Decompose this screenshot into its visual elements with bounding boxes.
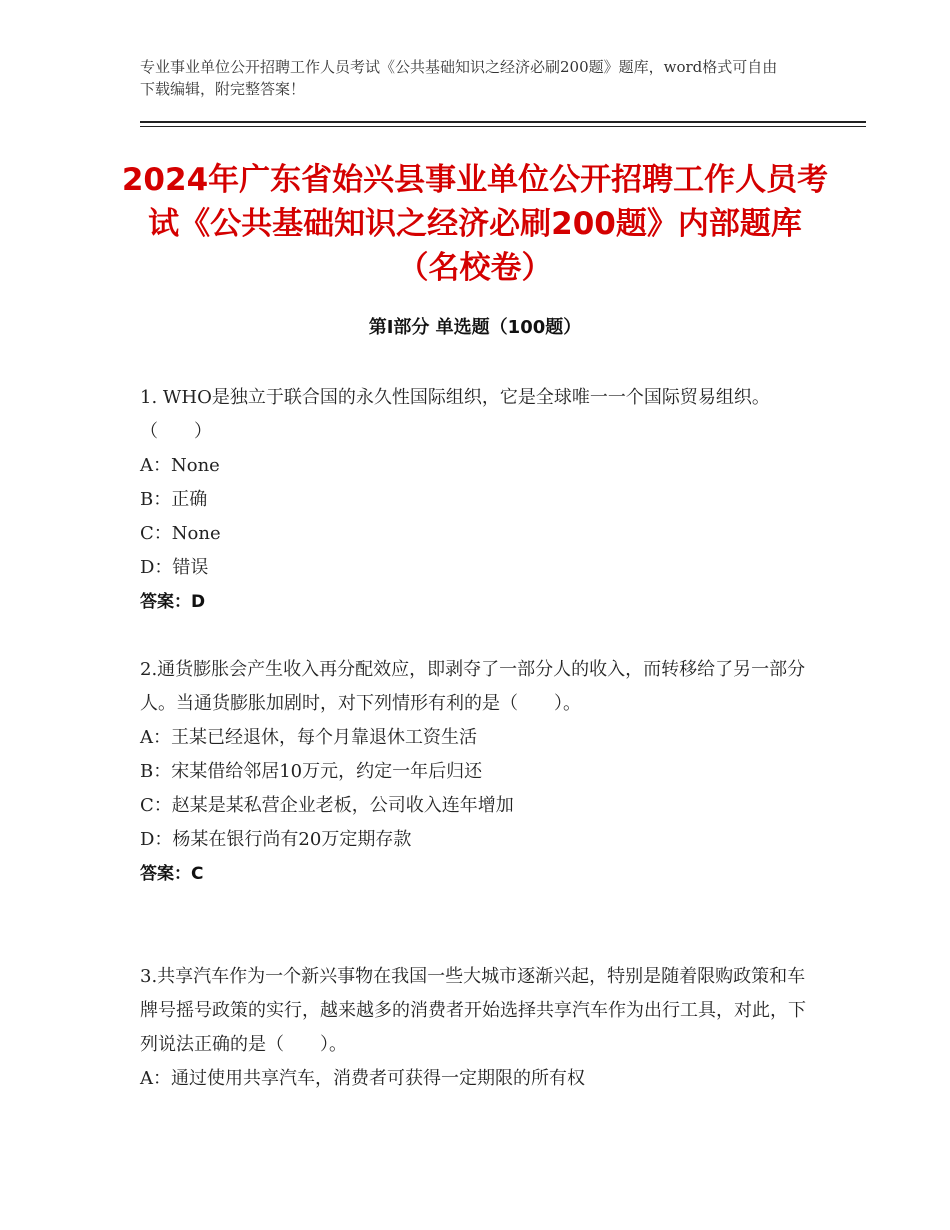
option-d: D：杨某在银行尚有20万定期存款	[140, 829, 412, 850]
option-d: D：错误	[140, 557, 209, 578]
question-stem: 2.通货膨胀会产生收入再分配效应，即剥夺了一部分人的收入，而转移给了另一部分人。当通货膨胀加剧时，对下列情形有利的是（ ）。	[140, 659, 806, 714]
question-stem: 1. WHO是独立于联合国的永久性国际组织，它是全球唯一一个国际贸易组织。（ ）	[140, 387, 770, 442]
option-a: A：None	[140, 455, 220, 476]
option-b: B：正确	[140, 489, 208, 510]
option-a: A：通过使用共享汽车，消费者可获得一定期限的所有权	[140, 1068, 585, 1089]
document-title: 2024年广东省始兴县事业单位公开招聘工作人员考试《公共基础知识之经济必刷200题》内部题库（名校卷）	[121, 162, 829, 286]
header-note: 专业事业单位公开招聘工作人员考试《公共基础知识之经济必刷200题》题库，word格式可自由下载编辑，附完整答案！	[140, 58, 778, 98]
section-title: 第Ⅰ部分 单选题（100题）	[368, 317, 582, 338]
option-a: A：王某已经退休，每个月靠退休工资生活	[140, 727, 477, 748]
question-3	[140, 960, 810, 1096]
option-c: C：赵某是某私营企业老板，公司收入连年增加	[140, 795, 514, 816]
option-b: B：宋某借给邻居10万元，约定一年后归还	[140, 761, 483, 782]
answer: 答案：D	[140, 592, 206, 612]
question-2	[140, 653, 810, 891]
question-1	[140, 381, 810, 619]
header-rule-thick	[140, 121, 866, 123]
answer: 答案：C	[140, 864, 204, 884]
option-c: C：None	[140, 523, 221, 544]
question-stem: 3.共享汽车作为一个新兴事物在我国一些大城市逐渐兴起，特别是随着限购政策和车牌号摇号政策的实行，越来越多的消费者开始选择共享汽车作为出行工具，对此，下列说法正确的是（ ）。	[140, 966, 806, 1055]
header-rule-thin	[140, 126, 866, 127]
